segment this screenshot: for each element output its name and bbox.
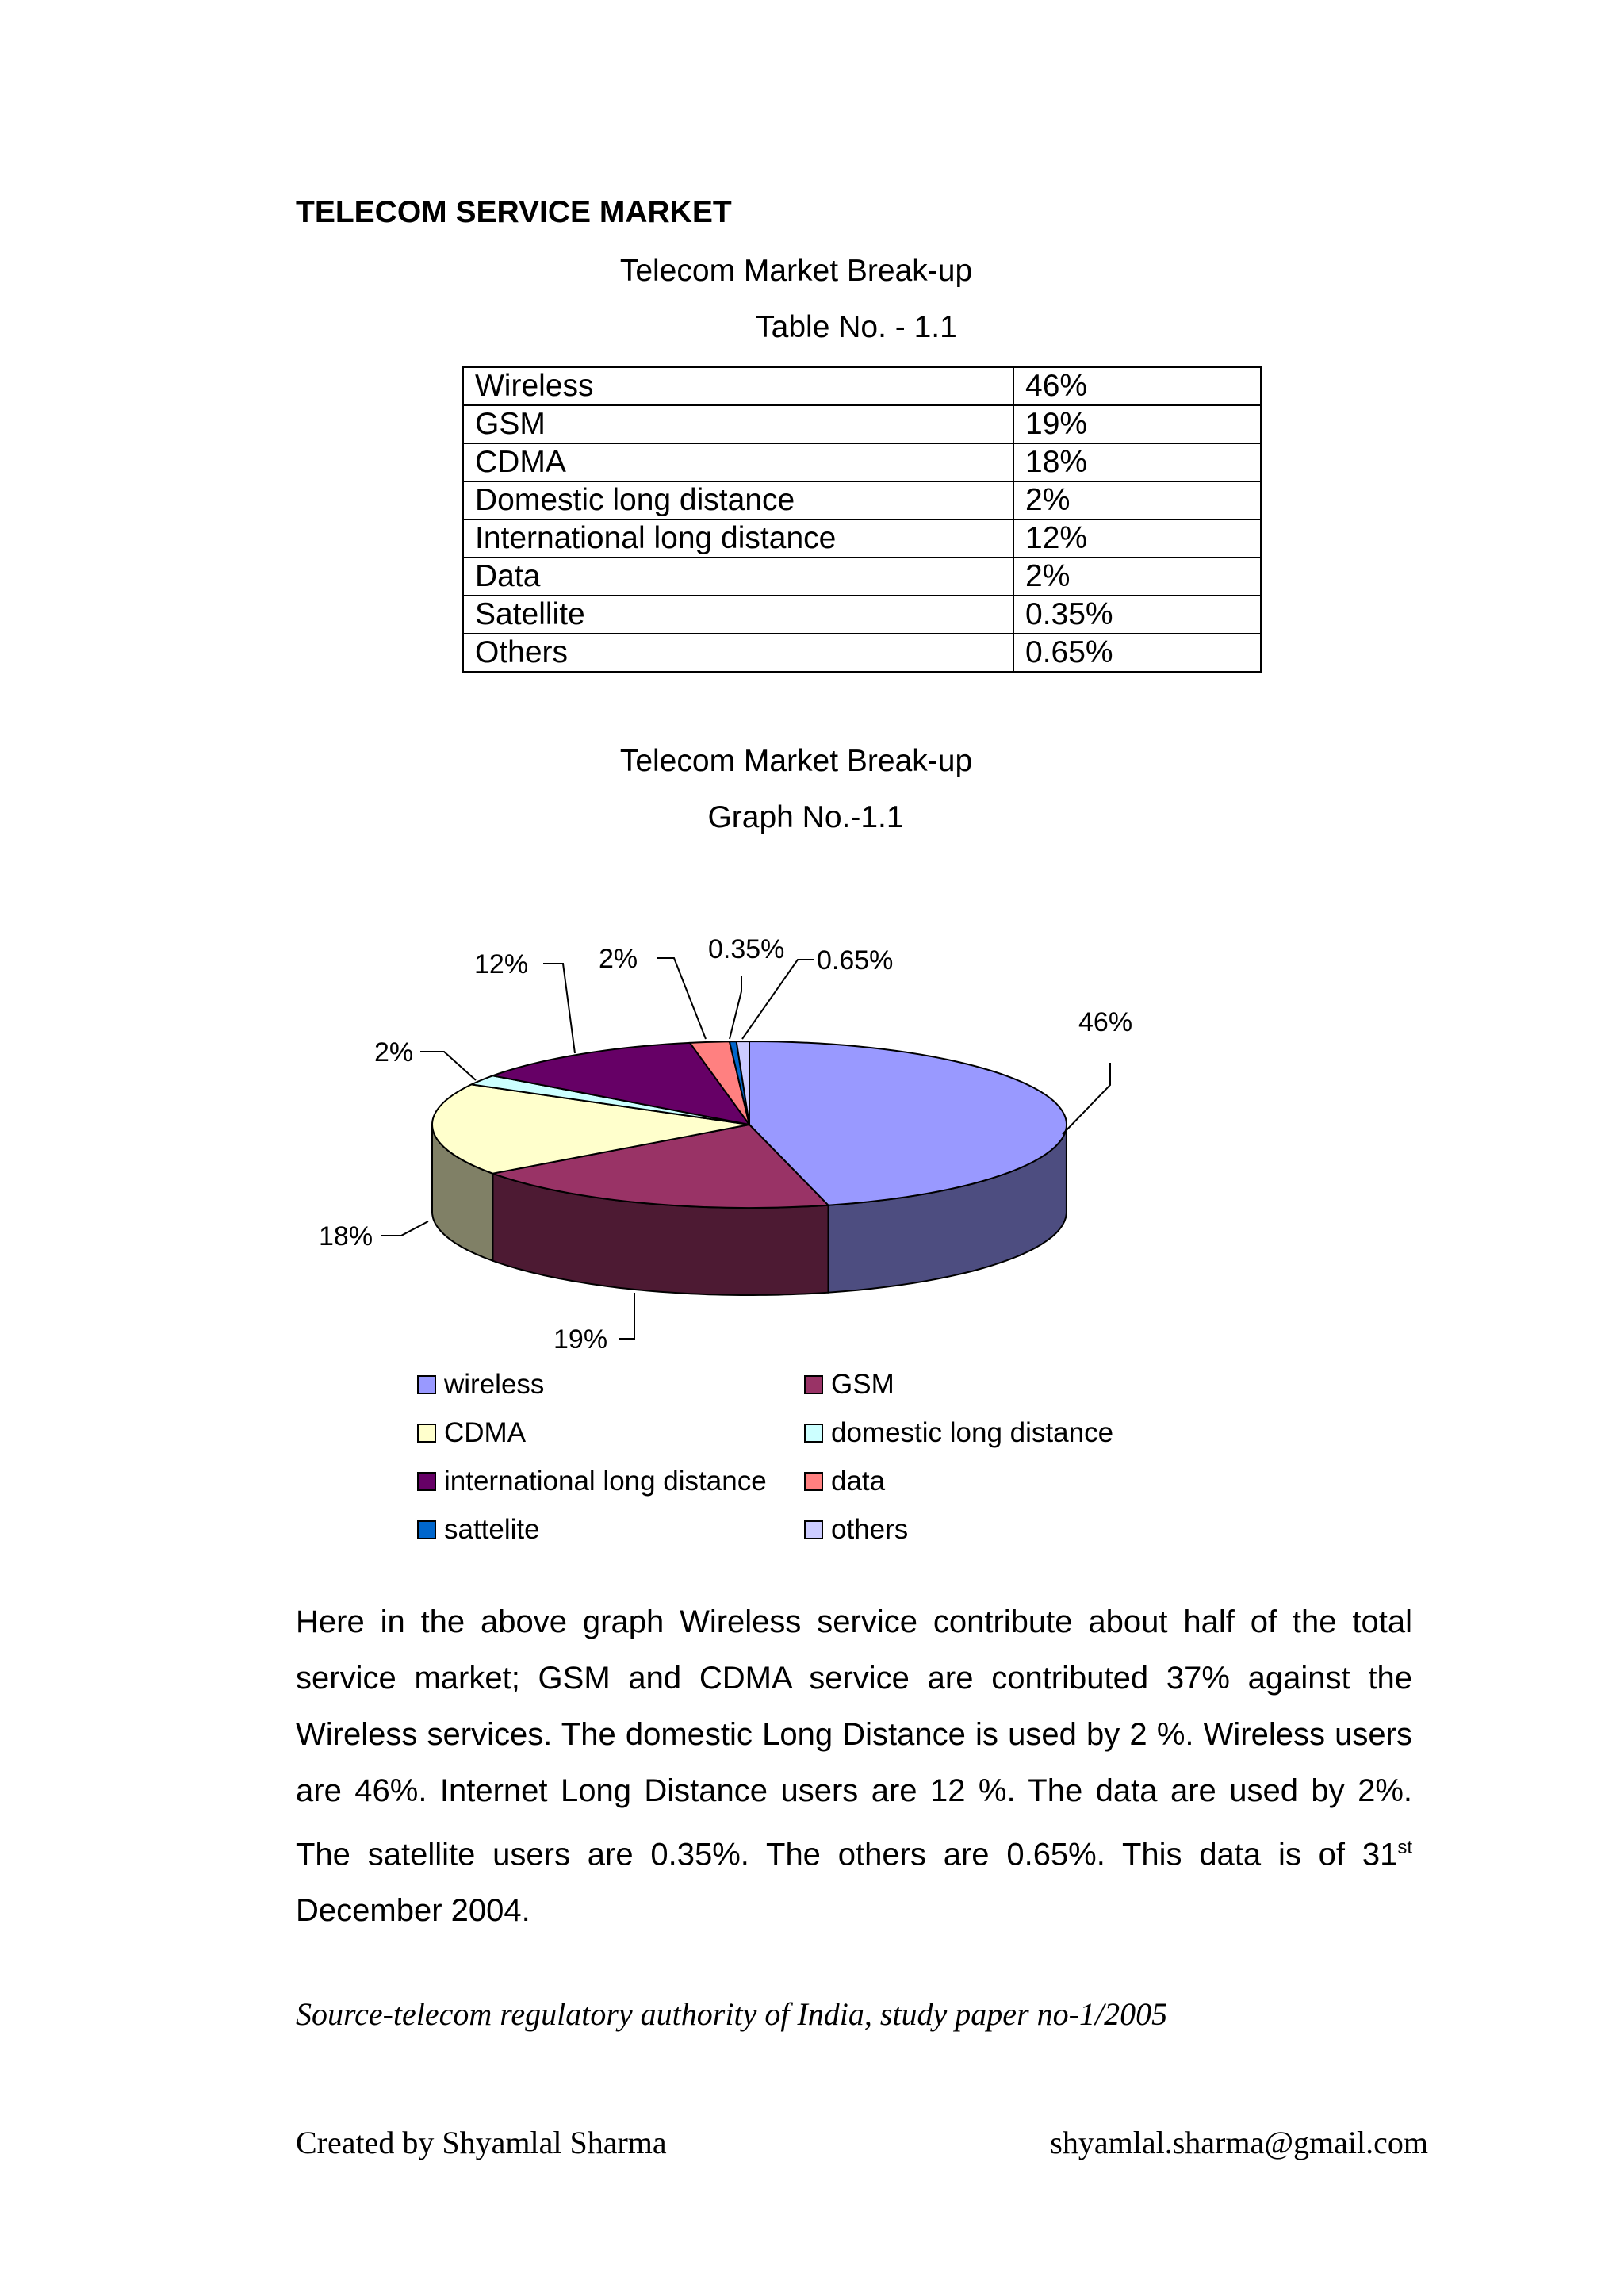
graph-caption: Graph No.-1.1 bbox=[707, 800, 904, 834]
legend-swatch bbox=[417, 1424, 436, 1443]
leader-line bbox=[381, 1221, 428, 1236]
legend-swatch bbox=[417, 1520, 436, 1539]
market-table bbox=[462, 366, 1262, 673]
data-label: 19% bbox=[553, 1324, 608, 1348]
table-row bbox=[463, 558, 1261, 596]
row-label: Others bbox=[463, 634, 1013, 672]
legend-item bbox=[417, 1369, 544, 1401]
table-row bbox=[463, 634, 1261, 672]
row-value: 19% bbox=[1013, 405, 1261, 443]
source-note: Source-telecom regulatory authority of India, study paper no-1/2005 bbox=[296, 1996, 1168, 2032]
table-row bbox=[463, 405, 1261, 443]
table-row bbox=[463, 443, 1261, 481]
row-label: Domestic long distance bbox=[463, 481, 1013, 519]
row-value: 2% bbox=[1013, 558, 1261, 596]
row-value: 46% bbox=[1013, 367, 1261, 405]
table-caption: Table No. - 1.1 bbox=[756, 310, 957, 344]
legend-label: GSM bbox=[831, 1369, 894, 1400]
legend-label: CDMA bbox=[444, 1417, 527, 1448]
legend-swatch bbox=[804, 1424, 823, 1443]
legend-label: data bbox=[831, 1466, 886, 1497]
leader-line bbox=[742, 960, 814, 1039]
row-label: CDMA bbox=[463, 443, 1013, 481]
row-label: Data bbox=[463, 558, 1013, 596]
leader-line bbox=[657, 958, 706, 1039]
row-value: 18% bbox=[1013, 443, 1261, 481]
data-label: 2% bbox=[374, 1037, 414, 1068]
pie-slices bbox=[432, 1041, 1067, 1208]
legend-item bbox=[417, 1514, 540, 1546]
legend-swatch bbox=[804, 1472, 823, 1491]
legend-item bbox=[804, 1417, 1113, 1449]
table-row bbox=[463, 367, 1261, 405]
legend-item bbox=[417, 1417, 526, 1449]
data-label: 0.35% bbox=[708, 934, 785, 964]
legend-label: others bbox=[831, 1514, 909, 1545]
row-label: Satellite bbox=[463, 596, 1013, 634]
legend-label: sattelite bbox=[444, 1514, 540, 1545]
legend-item bbox=[804, 1466, 885, 1497]
body-paragraph: Here in the above graph Wireless service contribute about half of the total service market; GSM and CDMA service are contributed 37% against the Wireless services. The domestic Long Distance is used by 2 %. Wireless users are 46%. Internet Long Distance users are 12 %. The data are used by 2%. The satellite users are 0.35%. The others are 0.65%. This data is of 31st December 2004. bbox=[296, 1604, 1412, 1929]
footer-author: Created by Shyamlal Sharma bbox=[296, 2125, 667, 2160]
leader-line bbox=[619, 1293, 634, 1339]
table-row bbox=[463, 596, 1261, 634]
table-row bbox=[463, 481, 1261, 519]
data-label: 0.65% bbox=[817, 945, 894, 976]
legend-label: domestic long distance bbox=[831, 1417, 1114, 1448]
table-title: Telecom Market Break-up bbox=[619, 254, 973, 288]
legend-item bbox=[417, 1466, 767, 1497]
leader-line bbox=[730, 976, 741, 1039]
legend-swatch bbox=[417, 1375, 436, 1394]
legend-swatch bbox=[804, 1375, 823, 1394]
legend-swatch bbox=[804, 1520, 823, 1539]
legend-swatch bbox=[417, 1472, 436, 1491]
legend-label: wireless bbox=[444, 1369, 545, 1400]
data-label: 2% bbox=[599, 944, 638, 974]
leader-line bbox=[1063, 1063, 1110, 1134]
row-label: International long distance bbox=[463, 519, 1013, 558]
table-row bbox=[463, 519, 1261, 558]
leader-line bbox=[420, 1052, 476, 1080]
graph-title: Telecom Market Break-up bbox=[619, 744, 973, 778]
legend-item bbox=[804, 1514, 908, 1546]
data-label: 12% bbox=[474, 949, 529, 979]
page-heading: TELECOM SERVICE MARKET bbox=[296, 195, 732, 229]
leader-line bbox=[543, 964, 575, 1053]
row-label: Wireless bbox=[463, 367, 1013, 405]
row-value: 0.65% bbox=[1013, 634, 1261, 672]
legend-item bbox=[804, 1369, 894, 1401]
pie-chart bbox=[301, 904, 1221, 1348]
footer-email: shyamlal.sharma@gmail.com bbox=[1050, 2125, 1428, 2160]
data-label: 46% bbox=[1078, 1007, 1133, 1037]
row-label: GSM bbox=[463, 405, 1013, 443]
row-value: 0.35% bbox=[1013, 596, 1261, 634]
legend-label: international long distance bbox=[444, 1466, 767, 1497]
data-label: 18% bbox=[319, 1221, 373, 1251]
row-value: 2% bbox=[1013, 481, 1261, 519]
row-value: 12% bbox=[1013, 519, 1261, 558]
